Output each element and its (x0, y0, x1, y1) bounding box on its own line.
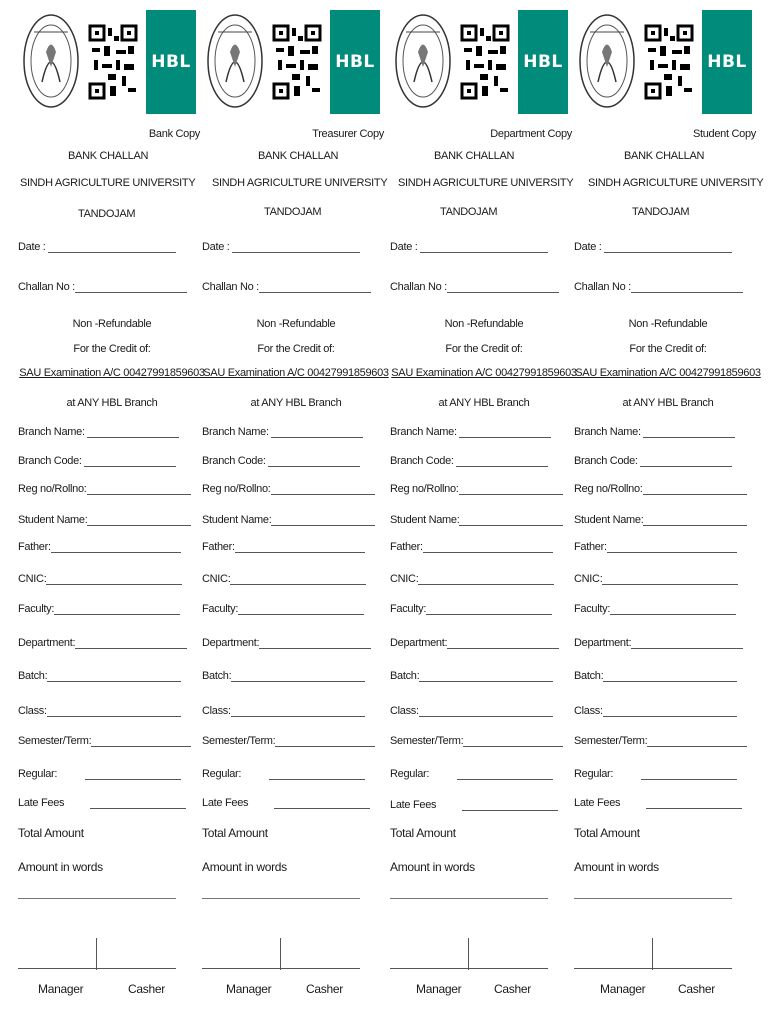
class-field[interactable]: Class: (202, 705, 372, 717)
date-field[interactable]: Date : (390, 241, 560, 253)
city-name: TANDOJAM (632, 206, 690, 218)
logo-row (18, 10, 206, 114)
signature-line (18, 968, 176, 969)
challan-department-copy (390, 0, 578, 1024)
faculty-field[interactable]: Faculty: (202, 603, 372, 615)
late-fees-field[interactable]: Late Fees (574, 797, 744, 809)
branch-note: at ANY HBL Branch (622, 397, 714, 409)
challan-title: BANK CHALLAN (68, 150, 149, 162)
father-field[interactable]: Father: (574, 541, 744, 553)
student-name-field[interactable]: Student Name: (390, 514, 560, 526)
signature-line (202, 968, 360, 969)
non-refundable-note: Non -Refundable (72, 318, 152, 330)
student-name-field[interactable]: Student Name: (18, 514, 188, 526)
credit-of-label: For the Credit of: (257, 343, 335, 355)
account-number: SAU Examination A/C 00427991859603 (575, 367, 761, 379)
non-refundable-note: Non -Refundable (628, 318, 708, 330)
batch-field[interactable]: Batch: (390, 670, 560, 682)
father-field[interactable]: Father: (390, 541, 560, 553)
father-field[interactable]: Father: (202, 541, 372, 553)
date-field[interactable]: Date : (18, 241, 188, 253)
casher-label: Casher (306, 982, 343, 996)
regular-fee-field[interactable]: Regular: (574, 768, 744, 780)
credit-of-label: For the Credit of: (629, 343, 707, 355)
branch-note: at ANY HBL Branch (66, 397, 158, 409)
semester-field[interactable]: Semester/Term: (574, 735, 744, 747)
credit-of-label: For the Credit of: (73, 343, 151, 355)
hbl-logo: HBL (702, 10, 752, 114)
copy-label: Department Copy (490, 128, 572, 140)
total-amount-label: Total Amount (202, 826, 268, 840)
department-field[interactable]: Department: (574, 637, 744, 649)
challan-bank-copy (18, 0, 206, 1024)
university-name: SINDH AGRICULTURE UNIVERSITY (20, 177, 196, 189)
faculty-field[interactable]: Faculty: (574, 603, 744, 615)
challan-student-copy (574, 0, 762, 1024)
amount-words-label: Amount in words (390, 860, 475, 874)
amount-words-label: Amount in words (574, 860, 659, 874)
copy-label: Treasurer Copy (312, 128, 384, 140)
university-name: SINDH AGRICULTURE UNIVERSITY (588, 177, 764, 189)
department-field[interactable]: Department: (18, 637, 188, 649)
manager-label: Manager (226, 982, 272, 996)
university-name: SINDH AGRICULTURE UNIVERSITY (398, 177, 574, 189)
signature-line (574, 968, 732, 969)
amount-words-line[interactable] (390, 898, 548, 899)
manager-label: Manager (38, 982, 84, 996)
amount-words-line[interactable] (574, 898, 732, 899)
reg-no-field[interactable]: Reg no/Rollno: (574, 483, 744, 495)
class-field[interactable]: Class: (390, 705, 560, 717)
account-number: SAU Examination A/C 00427991859603 (19, 367, 205, 379)
reg-no-field[interactable]: Reg no/Rollno: (18, 483, 188, 495)
university-seal-icon (578, 12, 636, 110)
batch-field[interactable]: Batch: (202, 670, 372, 682)
account-number: SAU Examination A/C 00427991859603 (391, 367, 577, 379)
logo-row (202, 10, 390, 114)
qr-code-icon (460, 24, 510, 100)
department-field[interactable]: Department: (390, 637, 560, 649)
casher-label: Casher (678, 982, 715, 996)
semester-field[interactable]: Semester/Term: (202, 735, 372, 747)
challan-title: BANK CHALLAN (258, 150, 339, 162)
regular-fee-field[interactable]: Regular: (18, 768, 188, 780)
challan-title: BANK CHALLAN (624, 150, 705, 162)
university-seal-icon (394, 12, 452, 110)
casher-label: Casher (128, 982, 165, 996)
manager-label: Manager (416, 982, 462, 996)
challan-treasurer-copy (202, 0, 390, 1024)
signature-divider (468, 938, 469, 970)
hbl-logo: HBL (518, 10, 568, 114)
branch-code-field[interactable]: Branch Code: (18, 455, 188, 467)
challan-no-field[interactable]: Challan No : (574, 281, 744, 293)
branch-name-field[interactable]: Branch Name: (574, 426, 744, 438)
manager-label: Manager (600, 982, 646, 996)
branch-name-field[interactable]: Branch Name: (390, 426, 560, 438)
amount-words-line[interactable] (18, 898, 176, 899)
student-name-field[interactable]: Student Name: (574, 514, 744, 526)
total-amount-label: Total Amount (390, 826, 456, 840)
class-field[interactable]: Class: (574, 705, 744, 717)
total-amount-label: Total Amount (18, 826, 84, 840)
branch-code-field[interactable]: Branch Code: (390, 455, 560, 467)
father-field[interactable]: Father: (18, 541, 188, 553)
logo-row (574, 10, 762, 114)
university-name: SINDH AGRICULTURE UNIVERSITY (212, 177, 388, 189)
city-name: TANDOJAM (264, 206, 322, 218)
branch-note: at ANY HBL Branch (438, 397, 530, 409)
cnic-field[interactable]: CNIC: (390, 573, 560, 585)
university-seal-icon (206, 12, 264, 110)
challan-title: BANK CHALLAN (434, 150, 515, 162)
regular-fee-field[interactable]: Regular: (390, 768, 560, 780)
batch-field[interactable]: Batch: (574, 670, 744, 682)
branch-name-field[interactable]: Branch Name: (18, 426, 188, 438)
signature-divider (96, 938, 97, 970)
late-fees-field[interactable]: Late Fees (390, 799, 560, 811)
branch-code-field[interactable]: Branch Code: (574, 455, 744, 467)
amount-words-line[interactable] (202, 898, 360, 899)
late-fees-field[interactable]: Late Fees (202, 797, 372, 809)
regular-fee-field[interactable]: Regular: (202, 768, 372, 780)
challan-no-field[interactable]: Challan No : (202, 281, 372, 293)
branch-name-field[interactable]: Branch Name: (202, 426, 372, 438)
cnic-field[interactable]: CNIC: (18, 573, 188, 585)
cnic-field[interactable]: CNIC: (202, 573, 372, 585)
faculty-field[interactable]: Faculty: (390, 603, 560, 615)
date-field[interactable]: Date : (202, 241, 372, 253)
branch-code-field[interactable]: Branch Code: (202, 455, 372, 467)
credit-of-label: For the Credit of: (445, 343, 523, 355)
department-field[interactable]: Department: (202, 637, 372, 649)
qr-code-icon (88, 24, 138, 100)
cnic-field[interactable]: CNIC: (574, 573, 744, 585)
reg-no-field[interactable]: Reg no/Rollno: (202, 483, 372, 495)
copy-label: Student Copy (692, 128, 756, 140)
university-seal-icon (22, 12, 80, 110)
account-number: SAU Examination A/C 00427991859603 (203, 367, 389, 379)
semester-field[interactable]: Semester/Term: (18, 735, 188, 747)
date-field[interactable]: Date : (574, 241, 744, 253)
logo-row (390, 10, 578, 114)
hbl-logo: HBL (330, 10, 380, 114)
batch-field[interactable]: Batch: (18, 670, 188, 682)
branch-note: at ANY HBL Branch (250, 397, 342, 409)
qr-code-icon (272, 24, 322, 100)
non-refundable-note: Non -Refundable (444, 318, 524, 330)
challan-no-field[interactable]: Challan No : (390, 281, 560, 293)
amount-words-label: Amount in words (18, 860, 103, 874)
hbl-logo: HBL (146, 10, 196, 114)
challan-no-field[interactable]: Challan No : (18, 281, 188, 293)
copy-label: Bank Copy (148, 128, 200, 140)
signature-divider (652, 938, 653, 970)
signature-line (390, 968, 548, 969)
qr-code-icon (644, 24, 694, 100)
non-refundable-note: Non -Refundable (256, 318, 336, 330)
amount-words-label: Amount in words (202, 860, 287, 874)
student-name-field[interactable]: Student Name: (202, 514, 372, 526)
casher-label: Casher (494, 982, 531, 996)
reg-no-field[interactable]: Reg no/Rollno: (390, 483, 560, 495)
faculty-field[interactable]: Faculty: (18, 603, 188, 615)
signature-divider (280, 938, 281, 970)
city-name: TANDOJAM (78, 208, 136, 220)
semester-field[interactable]: Semester/Term: (390, 735, 560, 747)
total-amount-label: Total Amount (574, 826, 640, 840)
class-field[interactable]: Class: (18, 705, 188, 717)
late-fees-field[interactable]: Late Fees (18, 797, 188, 809)
city-name: TANDOJAM (440, 206, 498, 218)
